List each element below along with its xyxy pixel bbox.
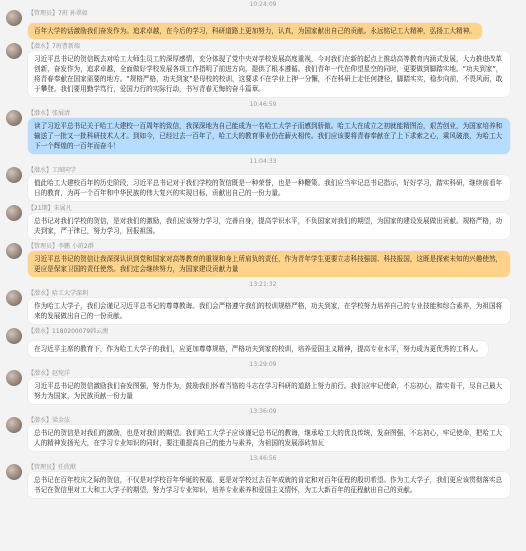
- avatar[interactable]: [6, 464, 22, 480]
- avatar[interactable]: [6, 290, 22, 306]
- message-item: [0, 242, 526, 277]
- avatar[interactable]: [6, 43, 22, 59]
- timestamp: 10:24:09: [249, 1, 277, 8]
- timestamp: 13:46:56: [249, 455, 277, 462]
- timestamp: 10:46:59: [249, 101, 277, 108]
- message-item: [0, 9, 526, 39]
- sender-name: 【潜水】张展清: [28, 110, 71, 117]
- message-content: [28, 109, 520, 154]
- message-item: [0, 166, 526, 201]
- message-content: [28, 42, 520, 97]
- message-item: [0, 289, 526, 324]
- sender-name: 【潜水】哈工大学深圳: [28, 290, 89, 297]
- message-item: [0, 204, 526, 239]
- timestamp: 13:36:09: [249, 408, 277, 415]
- avatar[interactable]: [6, 328, 22, 344]
- timestamp: 13:21:32: [249, 281, 277, 288]
- avatar[interactable]: [6, 110, 22, 126]
- sender-name: 【21期】朱展凡: [28, 205, 72, 212]
- message-content: [28, 242, 520, 277]
- sender-name: 【潜水】梁金泫: [28, 417, 71, 424]
- message-bubble[interactable]: 百年大学的话激励我们奋发作为。追求卓越，在今后的学习，科研道路上更加努力，认真，为国家献出自己的贡献。永远铭记工大精神，弘扬工大精神。: [28, 23, 482, 39]
- message-item: [0, 42, 526, 97]
- message-content: [28, 463, 520, 498]
- message-content: [28, 289, 520, 324]
- message-content: [28, 369, 520, 404]
- message-item: [0, 416, 526, 451]
- message-bubble[interactable]: 作为哈工大学子，我们会谨记习近平总书记的尊尊教诲。我们会严格遵守我们的校训规格严格，功夫到家，在学校努力培养自己的专业技能和综合素养，为祖国将来的发展做出自己的一份贡献。: [28, 298, 510, 324]
- message-item: [0, 463, 526, 498]
- message-bubble[interactable]: 在习近平主席的教育下，作为哈工大学子的我们，应更加尊尊规格，严格功夫到家的校训，培养爱国主义精神，提高专业水平，努力成为更优秀的工科人。: [28, 341, 488, 357]
- avatar[interactable]: [6, 243, 22, 259]
- sender-name: 【管理员】7班 孙翠如: [28, 10, 88, 17]
- avatar[interactable]: [6, 167, 22, 183]
- message-bubble[interactable]: 值此哈工大建校百年的历史阶段，习近平总书记对于我们学校的贺信既是一种荣誉，也是一种鞭策。我们应当牢记总书记指示，好好学习，踏实科研，继续前看年日的教育，为再一个百年和中华民族的伟大复兴的实现目标，贡献出自己的一份力量。: [28, 175, 510, 201]
- message-item: [0, 109, 526, 154]
- message-bubble[interactable]: 总书记的贺信是对我们的激励，也是对我们的期望。我们哈工大学子应该谨记总书记的教诲，继承哈工大的优良传统，发奋图强，不忘初心，牢记使命，把哈工大人的精神发扬光大，在学习专业知识的同时，要注重提高自己的能力与素养，为祖国的发展添砖加瓦: [28, 425, 510, 451]
- avatar[interactable]: [6, 370, 22, 386]
- message-bubble[interactable]: 总书记对我们学校的贺信，是对我们的激励，我们应该努力学习，完善自身，提高学识水平，不负国家对我们的期望，为国家的建设发展做出贡献。规格严格，功夫到家，严于律已，努力学习，回报祖国。: [28, 213, 510, 239]
- sender-name: 【管理员】任欣猷: [28, 464, 77, 471]
- message-bubble[interactable]: 习近平总书记的贺信既去对哈工大师生员工的深厚感情，充分体现了党中央对学校发展高度重视，今对我们在新的起点上推动高等教育内涵式发展，大力推进改革创新，奋发作为，追求卓越，全面做好学校发展各项工作指明了前进方向，提供了根本遵循。我们青年一代在仰望星空的同时，更要做到脚踏实地。“功夫到家”，将青春奉献在国家需要的地方。“规格严格，功夫到家”是母校的校训，这要求不在学业上押一分懈，不在科研上走任何捷径，脚踏实实，稳步向前，不畏风雨，敢于攀登。我们要用勤学笃行，爱国力行的实际行动，书写青春无悔的奋斗篇章。: [28, 51, 510, 97]
- sender-name: 【潜水】7班曹新瑞: [28, 43, 80, 50]
- message-item: [0, 327, 526, 357]
- message-bubble[interactable]: 习近平总书记的贺信让我深深认识到党和国家对高等教育的重视和身上所肩负的责任，作为青年学生更要立志科技强国、科技报国，这既是探索未知的兴趣使然，更应是保家卫国的责任使然。我们定会继续努力，为国家建设贡献力量: [28, 251, 510, 277]
- avatar[interactable]: [6, 417, 22, 433]
- message-bubble[interactable]: 总书记在百年校庆之际的贺信，不仅是对学校百年华诞的祝福，更是对学校过去百年成就的肯定和对百年征程的殷切希望。作为工大学子，我们更应该贯彻落实总书记在贺信里对工大和工大学子的期望，努力学习专业知识，培养专业素养和爱国主义情怀，为工大新百年的征程献出自己的贡献。: [28, 472, 510, 498]
- sender-name: 【潜水】工图同学: [28, 167, 77, 174]
- timestamp: 13:29:09: [249, 361, 277, 368]
- message-content: [28, 166, 520, 201]
- avatar[interactable]: [6, 205, 22, 221]
- message-bubble[interactable]: 读了习近平总书记关于哈工大建校一百周年的致信，我深深地为自己能成为一名哈工大学子而感到骄傲。哈工大在成立之初就能精图治，艰苦创业，为国家培养和输送了一批又一批科研技术人才。到如今，已经过去一百年了，哈工大的教育事业仍在薪火相传。我们应该要将青春奉献在了上下求索之心，乘风破浪，为哈工大下一个辉煌的一百年而奋斗！: [28, 118, 510, 154]
- message-bubble[interactable]: 习近平总书记的贺信激励我们奋发图强，努力作为，鼓励我们怀着当铬的斗志在学习科研的道路上努力前行。我们应牢记使命，不忘初心，踏实肯干，尽自己最大努力为国家，为民族贡献一份力量: [28, 378, 510, 404]
- message-content: [28, 327, 520, 357]
- message-content: [28, 416, 520, 451]
- message-item: [0, 369, 526, 404]
- sender-name: 【管理员】李鹏 小班2群: [28, 243, 94, 250]
- sender-name: 【潜水】赵宛洋: [28, 370, 71, 377]
- message-content: [28, 9, 520, 39]
- timestamp: 11:04:33: [249, 158, 277, 165]
- sender-name: 【潜水】1180200079韩云澳: [28, 328, 109, 335]
- avatar[interactable]: [6, 10, 22, 26]
- message-content: [28, 204, 520, 239]
